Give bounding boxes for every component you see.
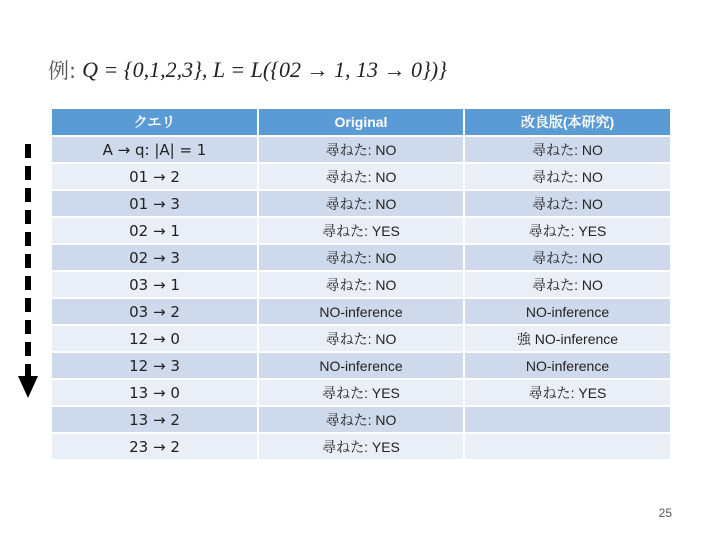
original-cell: 尋ねた: NO (258, 406, 464, 433)
original-cell: NO-inference (258, 298, 464, 325)
table-header-row (51, 108, 671, 136)
improved-cell (464, 406, 671, 433)
title-prefix: 例: (48, 59, 77, 83)
header-original: Original (258, 108, 464, 136)
original-cell: 尋ねた: NO (258, 325, 464, 352)
down-arrow-icon (16, 144, 40, 400)
query-cell: 13 → 2 (51, 406, 258, 433)
improved-cell: 尋ねた: NO (464, 136, 671, 163)
query-cell: 23 → 2 (51, 433, 258, 460)
improved-cell: 尋ねた: NO (464, 190, 671, 217)
improved-cell: 尋ねた: NO (464, 163, 671, 190)
improved-cell: NO-inference (464, 298, 671, 325)
table-row (51, 325, 671, 352)
table-row (51, 298, 671, 325)
original-cell: 尋ねた: NO (258, 244, 464, 271)
header-improved: 改良版(本研究) (464, 108, 671, 136)
improved-cell: 尋ねた: YES (464, 379, 671, 406)
query-cell: 02 → 1 (51, 217, 258, 244)
query-table (50, 107, 672, 461)
improved-cell (464, 433, 671, 460)
original-cell: 尋ねた: YES (258, 217, 464, 244)
table-row (51, 406, 671, 433)
improved-cell: 尋ねた: YES (464, 217, 671, 244)
query-cell: 03 → 2 (51, 298, 258, 325)
query-cell: 13 → 0 (51, 379, 258, 406)
page-number: 25 (658, 506, 672, 520)
query-cell: A → q: |A| = 1 (51, 136, 258, 163)
table-row (51, 136, 671, 163)
original-cell: 尋ねた: YES (258, 433, 464, 460)
original-cell: 尋ねた: NO (258, 271, 464, 298)
query-cell: 12 → 3 (51, 352, 258, 379)
title-formula: Q = {0,1,2,3}, L = L({02 → 1, 13 → 0})} (82, 57, 447, 82)
table-row (51, 379, 671, 406)
query-cell: 03 → 1 (51, 271, 258, 298)
improved-cell: 尋ねた: NO (464, 271, 671, 298)
original-cell: NO-inference (258, 352, 464, 379)
original-cell: 尋ねた: YES (258, 379, 464, 406)
original-cell: 尋ねた: NO (258, 163, 464, 190)
query-cell: 01 → 2 (51, 163, 258, 190)
query-cell: 01 → 3 (51, 190, 258, 217)
table-row (51, 433, 671, 460)
original-cell: 尋ねた: NO (258, 190, 464, 217)
table-row (51, 217, 671, 244)
header-query: クエリ (51, 108, 258, 136)
improved-cell: 尋ねた: NO (464, 244, 671, 271)
slide-title (48, 50, 447, 90)
table-row (51, 163, 671, 190)
table-row (51, 271, 671, 298)
table-row (51, 352, 671, 379)
table-row (51, 244, 671, 271)
query-cell: 02 → 3 (51, 244, 258, 271)
improved-cell: 強 NO-inference (464, 325, 671, 352)
improved-cell: NO-inference (464, 352, 671, 379)
original-cell: 尋ねた: NO (258, 136, 464, 163)
table-row (51, 190, 671, 217)
query-cell: 12 → 0 (51, 325, 258, 352)
